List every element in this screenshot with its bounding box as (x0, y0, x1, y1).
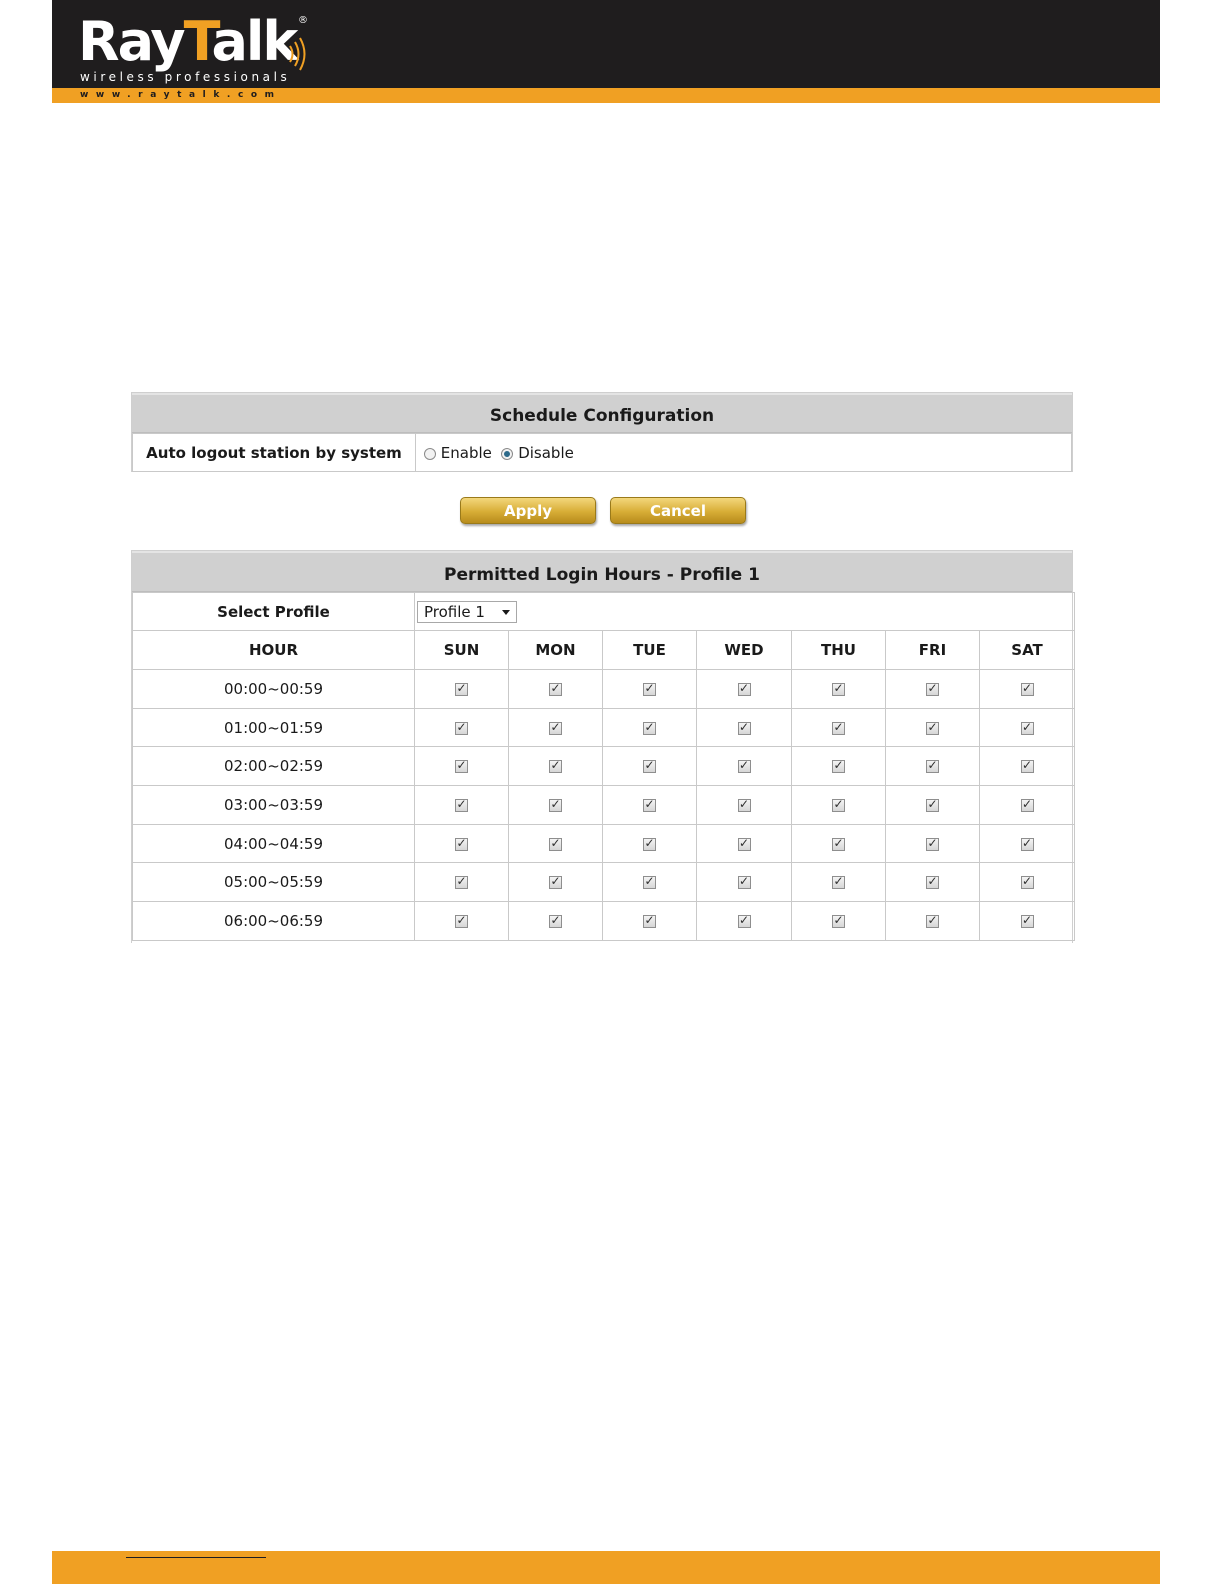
hour-checkbox[interactable] (455, 876, 468, 889)
profile-select-value: Profile 1 (424, 602, 485, 621)
day-cell-mon (509, 824, 603, 863)
day-cell-sat (980, 708, 1075, 747)
schedule-configuration-title: Schedule Configuration (132, 393, 1072, 433)
day-header-sat: SAT (980, 631, 1075, 670)
hour-checkbox[interactable] (1021, 680, 1034, 696)
day-cell-fri (886, 747, 980, 786)
dropdown-arrow-icon (502, 610, 510, 615)
raytalk-logo (78, 10, 296, 74)
day-cell-mon (509, 786, 603, 825)
checkmark-icon: ✓ (644, 680, 655, 695)
checkmark-icon: ✓ (550, 719, 561, 734)
day-cell-sat (980, 786, 1075, 825)
day-cell-fri (886, 670, 980, 709)
hour-checkbox[interactable] (643, 760, 656, 773)
checkmark-icon: ✓ (644, 874, 655, 889)
checkmark-icon: ✓ (1022, 719, 1033, 734)
checkmark-icon: ✓ (927, 719, 938, 734)
checkmark-icon: ✓ (644, 758, 655, 773)
day-cell-tue (603, 708, 697, 747)
day-cell-sat (980, 747, 1075, 786)
day-cell-wed (697, 786, 792, 825)
day-cell-sun (415, 824, 509, 863)
hour-checkbox[interactable] (549, 796, 562, 812)
enable-radio[interactable] (424, 448, 436, 460)
day-cell-fri (886, 863, 980, 902)
logo-tagline: wireless professionals (80, 70, 291, 84)
checkmark-icon: ✓ (738, 758, 750, 773)
schedule-configuration-panel (131, 392, 1073, 472)
day-cell-thu (792, 863, 886, 902)
day-cell-mon (509, 670, 603, 709)
logo-part-t: T (183, 10, 212, 73)
day-cell-thu (792, 902, 886, 941)
hour-checkbox[interactable] (1021, 876, 1034, 889)
checkmark-icon: ✓ (927, 912, 938, 927)
day-cell-thu (792, 824, 886, 863)
hour-checkbox[interactable] (832, 680, 845, 696)
checkmark-icon: ✓ (1022, 835, 1033, 850)
checkmark-icon: ✓ (927, 796, 938, 811)
checkmark-icon: ✓ (1022, 680, 1033, 695)
hour-checkbox[interactable] (1021, 835, 1034, 851)
hour-checkbox[interactable] (832, 876, 845, 889)
hour-checkbox[interactable] (1021, 912, 1034, 928)
checkmark-icon: ✓ (456, 758, 467, 773)
checkmark-icon: ✓ (644, 912, 655, 927)
checkmark-icon: ✓ (456, 796, 467, 811)
hour-checkbox[interactable] (643, 876, 656, 889)
day-cell-tue (603, 902, 697, 941)
checkmark-icon: ✓ (833, 796, 844, 811)
day-cell-fri (886, 902, 980, 941)
hour-checkbox[interactable] (643, 835, 656, 851)
day-cell-fri (886, 824, 980, 863)
day-cell-wed (697, 747, 792, 786)
day-header-fri: FRI (886, 631, 980, 670)
profile-select[interactable] (417, 601, 517, 623)
footer-accent-stripe (52, 1551, 1160, 1584)
checkmark-icon: ✓ (1022, 758, 1033, 773)
checkmark-icon: ✓ (456, 680, 467, 695)
day-cell-tue (603, 670, 697, 709)
hour-checkbox[interactable] (832, 796, 845, 812)
hour-checkbox[interactable] (455, 796, 468, 812)
checkmark-icon: ✓ (1022, 874, 1033, 889)
hour-checkbox[interactable] (738, 912, 751, 928)
hour-checkbox[interactable] (455, 719, 468, 735)
day-cell-sun (415, 708, 509, 747)
table-row (133, 708, 1075, 747)
checkmark-icon: ✓ (738, 874, 750, 889)
checkmark-icon: ✓ (738, 835, 750, 850)
checkmark-icon: ✓ (456, 719, 467, 734)
day-cell-wed (697, 670, 792, 709)
checkmark-icon: ✓ (644, 796, 655, 811)
day-cell-sat (980, 863, 1075, 902)
day-cell-thu (792, 786, 886, 825)
disable-radio-label[interactable]: Disable (518, 443, 574, 462)
checkmark-icon: ✓ (833, 835, 844, 850)
hour-checkbox[interactable] (1021, 796, 1034, 812)
hour-checkbox[interactable] (926, 876, 939, 889)
hour-range-cell: 02:00~02:59 (133, 747, 415, 786)
hour-checkbox[interactable] (643, 680, 656, 696)
hour-checkbox[interactable] (832, 760, 845, 773)
hour-checkbox[interactable] (1021, 760, 1034, 773)
hour-checkbox[interactable] (832, 719, 845, 735)
day-cell-mon (509, 902, 603, 941)
hour-checkbox[interactable] (738, 796, 751, 812)
day-cell-sun (415, 863, 509, 902)
checkmark-icon: ✓ (927, 758, 938, 773)
hour-checkbox[interactable] (926, 680, 939, 696)
checkmark-icon: ✓ (833, 758, 844, 773)
day-cell-tue (603, 786, 697, 825)
checkmark-icon: ✓ (550, 796, 561, 811)
hour-checkbox[interactable] (738, 719, 751, 735)
checkmark-icon: ✓ (550, 680, 561, 695)
login-hours-title: Permitted Login Hours - Profile 1 (132, 551, 1072, 592)
day-cell-thu (792, 670, 886, 709)
day-cell-sun (415, 670, 509, 709)
checkmark-icon: ✓ (550, 874, 561, 889)
hour-range-cell: 01:00~01:59 (133, 708, 415, 747)
checkmark-icon: ✓ (927, 874, 938, 889)
hour-checkbox[interactable] (738, 835, 751, 851)
hour-checkbox[interactable] (738, 876, 751, 889)
hour-checkbox[interactable] (832, 835, 845, 851)
hour-checkbox[interactable] (549, 680, 562, 696)
hour-range-cell: 04:00~04:59 (133, 824, 415, 863)
day-cell-fri (886, 786, 980, 825)
day-cell-sat (980, 824, 1075, 863)
day-header-thu: THU (792, 631, 886, 670)
checkmark-icon: ✓ (833, 719, 844, 734)
checkmark-icon: ✓ (738, 719, 750, 734)
hour-checkbox[interactable] (832, 912, 845, 928)
hour-checkbox[interactable] (455, 760, 468, 773)
select-profile-label: Select Profile (133, 593, 415, 631)
hour-range-cell: 00:00~00:59 (133, 670, 415, 709)
day-header-mon: MON (509, 631, 603, 670)
table-row (133, 670, 1075, 709)
auto-logout-label: Auto logout station by system (133, 434, 416, 472)
logo-part-alk: alk (211, 10, 297, 73)
day-cell-sat (980, 670, 1075, 709)
logo-url: www.raytalk.com (80, 90, 282, 100)
enable-radio-label[interactable]: Enable (440, 443, 492, 462)
day-header-tue: TUE (603, 631, 697, 670)
apply-button[interactable]: Apply (460, 497, 596, 524)
checkmark-icon: ✓ (1022, 912, 1033, 927)
days-header-row (133, 631, 1075, 670)
day-cell-sun (415, 902, 509, 941)
hour-checkbox[interactable] (643, 719, 656, 735)
schedule-configuration-table (132, 433, 1072, 472)
checkmark-icon: ✓ (833, 912, 844, 927)
checkmark-icon: ✓ (738, 912, 750, 927)
hour-header: HOUR (133, 631, 415, 670)
hour-checkbox[interactable] (926, 835, 939, 851)
disable-radio[interactable] (501, 448, 513, 460)
day-cell-thu (792, 747, 886, 786)
registered-mark: ® (298, 15, 308, 26)
table-row (133, 786, 1075, 825)
day-cell-tue (603, 747, 697, 786)
cancel-button[interactable]: Cancel (610, 497, 746, 524)
checkmark-icon: ✓ (738, 680, 750, 695)
select-profile-cell (415, 593, 1075, 631)
day-cell-sun (415, 786, 509, 825)
hour-checkbox[interactable] (549, 912, 562, 928)
select-profile-row (133, 593, 1075, 631)
hour-checkbox[interactable] (549, 835, 562, 851)
logo-part-ray: Ray (78, 10, 184, 73)
hour-checkbox[interactable] (643, 796, 656, 812)
day-header-wed: WED (697, 631, 792, 670)
hour-range-cell: 06:00~06:59 (133, 902, 415, 941)
checkmark-icon: ✓ (644, 835, 655, 850)
day-cell-sat (980, 902, 1075, 941)
day-cell-wed (697, 863, 792, 902)
checkmark-icon: ✓ (550, 912, 561, 927)
hour-checkbox[interactable] (455, 835, 468, 851)
hour-checkbox[interactable] (926, 719, 939, 735)
day-header-sun: SUN (415, 631, 509, 670)
day-cell-wed (697, 902, 792, 941)
table-row (133, 824, 1075, 863)
hour-checkbox[interactable] (549, 760, 562, 773)
login-hours-table (132, 592, 1075, 941)
table-row (133, 863, 1075, 902)
day-cell-sun (415, 747, 509, 786)
checkmark-icon: ✓ (833, 680, 844, 695)
hour-range-cell: 03:00~03:59 (133, 786, 415, 825)
hour-checkbox[interactable] (549, 719, 562, 735)
day-cell-wed (697, 708, 792, 747)
hour-checkbox[interactable] (1021, 719, 1034, 735)
day-cell-mon (509, 708, 603, 747)
hour-checkbox[interactable] (926, 796, 939, 812)
login-hours-panel (131, 550, 1073, 943)
checkmark-icon: ✓ (550, 758, 561, 773)
hour-checkbox[interactable] (738, 760, 751, 773)
table-row (133, 747, 1075, 786)
checkmark-icon: ✓ (1022, 796, 1033, 811)
checkmark-icon: ✓ (550, 835, 561, 850)
hour-checkbox[interactable] (926, 912, 939, 928)
hour-checkbox[interactable] (455, 912, 468, 928)
hour-checkbox[interactable] (643, 912, 656, 928)
checkmark-icon: ✓ (833, 874, 844, 889)
checkmark-icon: ✓ (456, 912, 467, 927)
day-cell-mon (509, 863, 603, 902)
auto-logout-options (416, 434, 1072, 472)
hour-checkbox[interactable] (549, 876, 562, 889)
day-cell-mon (509, 747, 603, 786)
day-cell-thu (792, 708, 886, 747)
checkmark-icon: ✓ (644, 719, 655, 734)
hour-checkbox[interactable] (926, 760, 939, 773)
checkmark-icon: ✓ (456, 874, 467, 889)
checkmark-icon: ✓ (927, 835, 938, 850)
checkmark-icon: ✓ (927, 680, 938, 695)
checkmark-icon: ✓ (738, 796, 750, 811)
day-cell-tue (603, 824, 697, 863)
footer-rule (126, 1557, 266, 1558)
checkmark-icon: ✓ (456, 835, 467, 850)
day-cell-fri (886, 708, 980, 747)
signal-waves-icon (286, 36, 310, 72)
hour-checkbox[interactable] (738, 680, 751, 696)
day-cell-tue (603, 863, 697, 902)
table-row (133, 902, 1075, 941)
hour-range-cell: 05:00~05:59 (133, 863, 415, 902)
day-cell-wed (697, 824, 792, 863)
hour-checkbox[interactable] (455, 680, 468, 696)
